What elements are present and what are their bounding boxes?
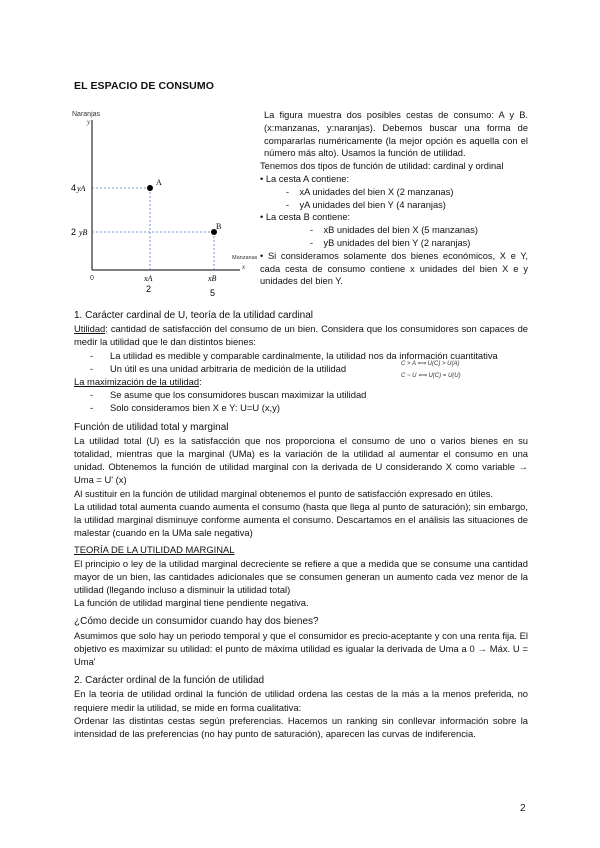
list-item: - La utilidad es medible y comparable cardinalmente, la utilidad nos da información cuantitativa <box>74 349 528 362</box>
section-3-paragraph: El principio o ley de la utilidad marginal decreciente se refiere a que a medida que se consume una cantidad mayor de un bien, las cantidades adicionales que se consumen generan un aumento cada vez menor de la utilidad (llegando incluso a disminuir la utilidad total) <box>74 557 528 596</box>
x-tick-b-num: 5 <box>210 288 216 298</box>
intro-text <box>260 109 528 288</box>
section-2-paragraph: La utilidad total aumenta cuando aumenta el consumo (hasta que llega al punto de saturación); sin embargo, la utilidad marginal disminuye conforme aumenta el consumo. Descartamos en el análisis las situaciones de malestar (cuando en la UMa sale negativa) <box>74 500 528 539</box>
utilidad-definition: Utilidad: cantidad de satisfacción del consumo de un bien. Considera que los consumidores son capaces de medir la utilidad que le dan distintos bienes: <box>74 323 528 348</box>
utilidad-term: Utilidad <box>74 323 106 335</box>
maximizacion-heading: La maximización de la utilidad: <box>74 376 202 388</box>
section-3-paragraph: La función de utilidad marginal tiene pendiente negativa. <box>74 597 309 609</box>
main-body <box>74 307 528 740</box>
cesta-b-heading: • La cesta B contiene: <box>260 212 351 223</box>
y-axis-label: Naranjas <box>72 111 101 118</box>
page-number: 2 <box>520 803 526 814</box>
formula-line: C > A ⟺ U(C) > U(A) <box>401 361 460 367</box>
section-3-heading: TEORÍA DE LA UTILIDAD MARGINAL <box>74 544 235 556</box>
list-item: - Solo consideramos bien X e Y: U=U (x,y) <box>74 401 528 414</box>
intro-paragraph-3: • Si consideramos solamente dos bienes económicos, X e Y, cada cesta de consumo contiene x unidades del bien X e y unidades del bien Y. <box>260 250 528 287</box>
y-tick-b-sym: yB <box>79 228 88 237</box>
section-5-heading: 2. Carácter ordinal de la función de utilidad <box>74 675 265 687</box>
formula-line: C ~ U ⟺ U(C) = U(U) <box>401 373 461 379</box>
section-4-paragraph: Asumimos que solo hay un periodo temporal y que el consumidor es precio-aceptante y con una renta fija. El objetivo es maximizar su utilidad: el punto de máxima utilidad es igualar la derivada de Uma a 0 → Máx. U = Uma' <box>74 629 528 668</box>
list-item: - Un útil es una unidad arbitraria de medición de la utilidad <box>74 362 528 375</box>
section-5-paragraph: Ordenar las distintas cestas según preferencias. Hacemos un ranking sin conllevar información sobre la intensidad de las preferencias (no hay punto de saturación), aparecen las curvas de indiferencia. <box>74 714 528 740</box>
point-b-label: B <box>216 222 222 231</box>
point-a-label: A <box>156 178 162 187</box>
x-axis-label: Manzanas <box>232 255 258 261</box>
x-tick-b-sym: xB <box>208 274 217 283</box>
section-2-paragraph: Al sustituir en la función de utilidad marginal obtenemos el punto de satisfacción expresado en útiles. <box>74 487 494 499</box>
list-item: - Se asume que los consumidores buscan maximizar la utilidad <box>74 388 528 401</box>
y-tick-a-num: 4 <box>71 183 77 193</box>
intro-paragraph-1: La figura muestra dos posibles cestas de consumo: A y B. (x:manzanas, y:naranjas). Debemos buscar una forma de compararlas numéricamente (la mejor opción es aquella con el número más alto). Usamos la función de utilidad. <box>264 110 528 159</box>
section-5-paragraph: En la teoría de utilidad ordinal la función de utilidad ordena las cestas de la más a la menos preferida, no requiere medir la utilidad, se mide en forma cualitativa: <box>74 688 528 713</box>
x-tick-a-num: 2 <box>146 284 152 294</box>
page-title: EL ESPACIO DE CONSUMO <box>74 80 214 92</box>
y-tick-b-num: 2 <box>71 227 77 237</box>
section-2-paragraph: La utilidad total (U) es la satisfacción que nos proporciona el consumo de uno o varios bienes en su totalidad, mientras que la marginal (UMa) es la variación de la utilidad al aumentar el consumo en una unidad. Obtenemos la función de utilidad marginal con la derivada de U considerando X como variable → Uma = U' (x) <box>74 434 528 486</box>
cesta-a-item: - xA unidades del bien X (2 manzanas) <box>286 186 454 197</box>
y-var-label: y <box>87 118 91 126</box>
y-tick-a-sym: yA <box>77 184 86 193</box>
cesta-a-heading: • La cesta A contiene: <box>260 173 350 184</box>
section-4-heading: ¿Cómo decide un consumidor cuando hay dos bienes? <box>74 616 319 628</box>
x-var-label: x <box>242 263 246 271</box>
graph-svg <box>70 100 260 305</box>
cesta-b-item: - xB unidades del bien X (5 manzanas) <box>310 225 478 236</box>
section-1-heading: 1. Carácter cardinal de U, teoría de la utilidad cardinal <box>74 310 314 321</box>
consumption-space-graph <box>70 100 260 305</box>
cesta-a-item: - yA unidades del bien Y (4 naranjas) <box>286 199 446 210</box>
x-tick-a-sym: xA <box>144 274 153 283</box>
cesta-b-item: - yB unidades del bien Y (2 naranjas) <box>310 237 471 248</box>
origin-label: 0 <box>90 275 94 282</box>
point-a <box>147 185 153 191</box>
section-2-heading: Función de utilidad total y marginal <box>74 421 229 433</box>
intro-paragraph-2: Tenemos dos tipos de función de utilidad: cardinal y ordinal <box>260 161 504 172</box>
